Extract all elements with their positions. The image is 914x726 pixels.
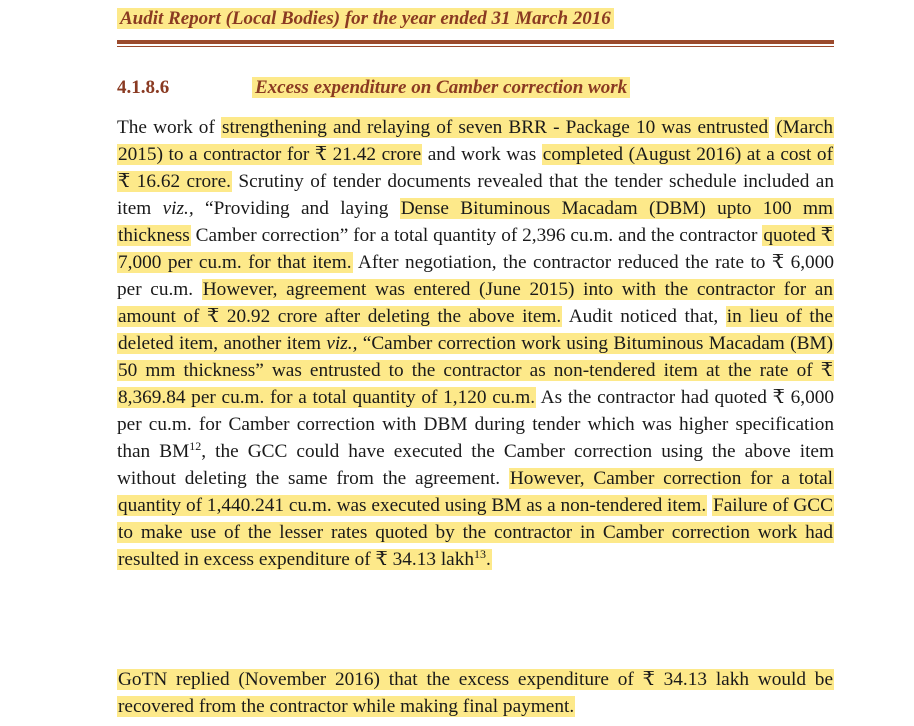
italic-run: viz., — [162, 198, 194, 219]
footnote-ref-13[interactable]: 13 — [474, 547, 487, 561]
text-run: and work was — [422, 144, 542, 165]
text-run: After negotiation, the contractor reduced the rate to ₹ 6,000 per cu.m. — [117, 252, 834, 300]
text-run: in lieu of the deleted item, another item — [118, 306, 833, 354]
report-header — [117, 8, 614, 30]
section-number: 4.1.8.6 — [117, 77, 170, 98]
highlight-run: However, Camber correction for a total quantity of 1,440.241 cu.m. was executed using BM as a non-tendered item. — [118, 468, 834, 516]
header-rule-thin — [117, 46, 834, 47]
highlight-run: GoTN replied (November 2016) that the excess expenditure of ₹ 34.13 lakh would be recovered from the contractor while making final payment. — [118, 669, 833, 717]
text-run: As the contractor had quoted ₹ 6,000 per cu.m. for Camber correction with DBM during tender which was higher specification than BM — [117, 387, 834, 462]
text-run: Scrutiny of tender documents revealed that the tender schedule included an item — [117, 171, 834, 219]
text-run: Failure of GCC to make use of the lesser rates quoted by the contractor in Camber correction work had resulted in excess expenditure of ₹ 34.13 lakh — [118, 495, 833, 570]
text-run: , the GCC could have executed the Camber correction using the above item without deleting the same from the agreement. — [117, 441, 834, 489]
header-rule-thick — [117, 40, 834, 44]
paragraph-main — [117, 114, 834, 573]
text-run: “Providing and laying — [193, 198, 400, 219]
highlight-run: Dense Bituminous Macadam (DBM) upto 100 mm thickness — [118, 198, 833, 246]
highlight-run: (March 2015) to a contractor for ₹ 21.42 crore — [118, 117, 833, 165]
highlight-run: However, agreement was entered (June 2015) into with the contractor for an amount of ₹ 20.92 crore after deleting the above item. — [118, 279, 833, 327]
footnote-ref-12[interactable]: 12 — [189, 439, 202, 453]
paragraph-reply — [117, 666, 834, 720]
italic-run: viz., — [326, 333, 358, 354]
section-title-text: Excess expenditure on Camber correction work — [252, 77, 630, 98]
text-run: . — [486, 549, 491, 570]
highlight-run: completed (August 2016) at a cost of ₹ 16.62 crore. — [118, 144, 833, 192]
section-title — [252, 77, 630, 99]
highlight-run: quoted ₹ 7,000 per cu.m. for that item. — [118, 225, 833, 273]
text-run: The work of — [117, 117, 221, 138]
text-run: Camber correction” for a total quantity of 2,396 cu.m. and the contractor — [190, 225, 763, 246]
report-header-text: Audit Report (Local Bodies) for the year ended 31 March 2016 — [117, 8, 614, 29]
highlight-run: strengthening and relaying of seven BRR - Package 10 was entrusted — [221, 117, 769, 138]
text-run: Audit noticed that, — [562, 306, 726, 327]
text-run: “Camber correction work using Bituminous Macadam (BM) 50 mm thickness” was entrusted to the contractor as non-tendered item at the rate of ₹ 8,369.84 per cu.m. for a total quantity of 1,120 cu.m. — [118, 333, 833, 408]
